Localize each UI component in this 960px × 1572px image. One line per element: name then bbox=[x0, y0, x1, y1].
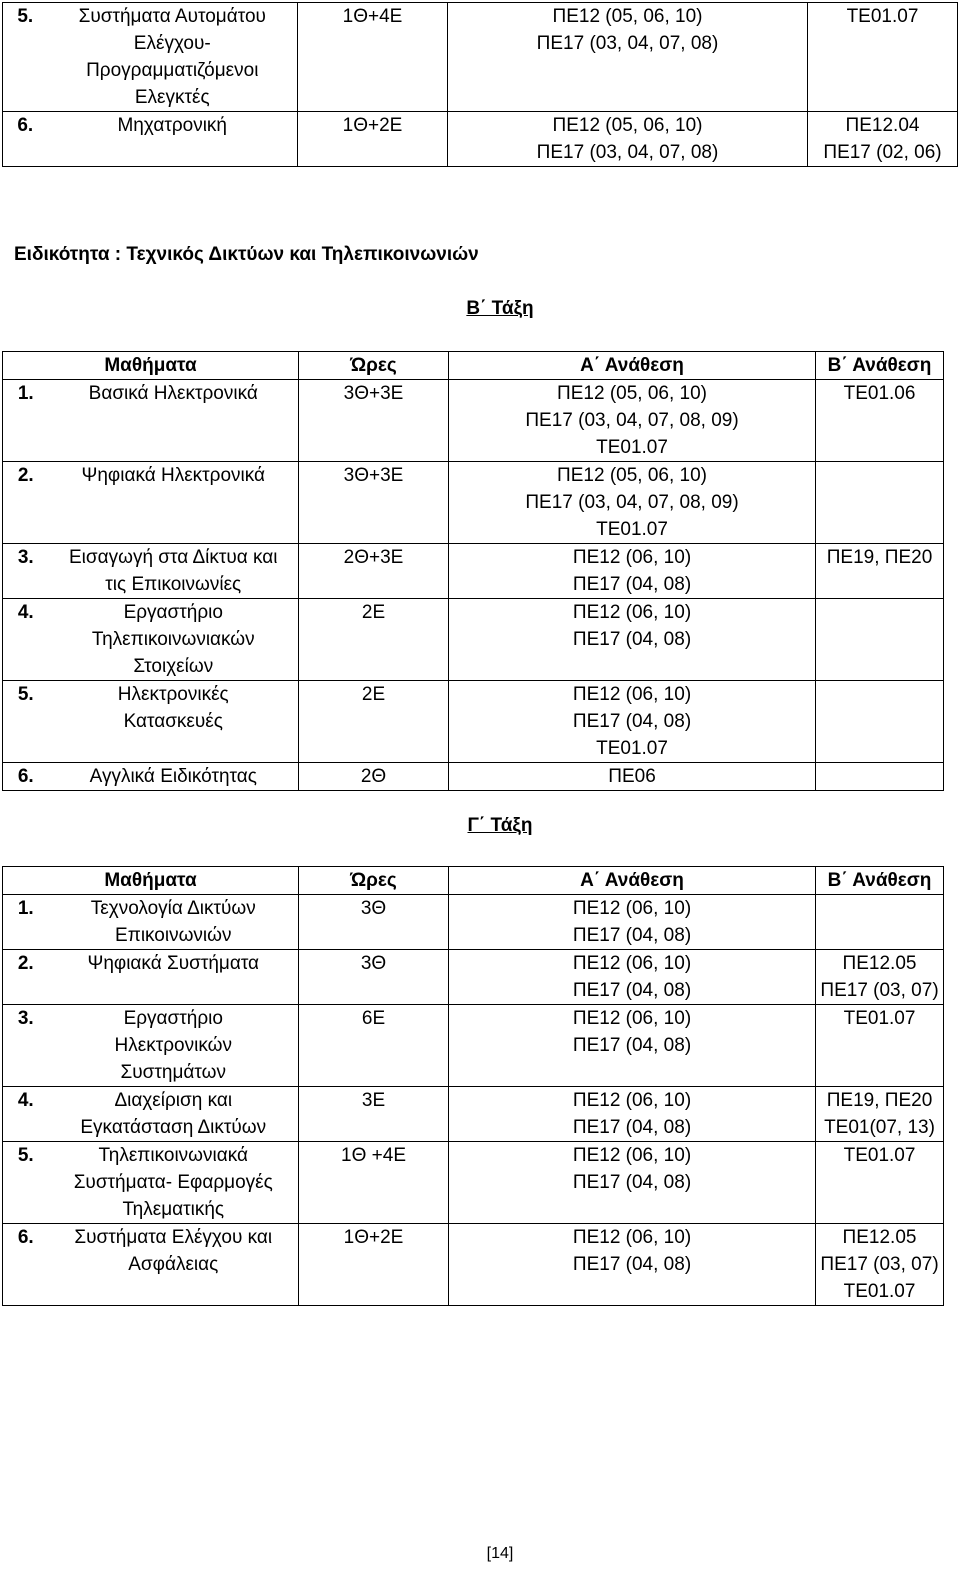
class-c-heading: Γ΄ Τάξη bbox=[467, 815, 533, 836]
hours-cell: 3Θ bbox=[299, 950, 449, 1005]
row-number: 4. bbox=[3, 1087, 49, 1142]
top-table bbox=[2, 2, 958, 167]
subject-cell: Διαχείριση και Εγκατάσταση Δικτύων bbox=[49, 1087, 299, 1142]
subjects-header: Μαθήματα bbox=[3, 867, 299, 895]
hours-cell: 1Θ+2Ε bbox=[299, 1224, 449, 1306]
assignment-a-cell: ΠΕ12 (06, 10) ΠΕ17 (04, 08) bbox=[449, 1142, 816, 1224]
row-number: 1. bbox=[3, 895, 49, 950]
row-number: 5. bbox=[3, 1142, 49, 1224]
hours-cell: 2Ε bbox=[299, 599, 449, 681]
hours-cell: 3Θ+3Ε bbox=[299, 462, 449, 544]
table-row bbox=[3, 1087, 944, 1142]
assignment-a-cell: ΠΕ12 (05, 06, 10) ΠΕ17 (03, 04, 07, 08) bbox=[448, 3, 808, 112]
table-row bbox=[3, 3, 958, 112]
assignment-a-cell: ΠΕ12 (06, 10) ΠΕ17 (04, 08) bbox=[449, 950, 816, 1005]
subject-cell: Μηχατρονική bbox=[48, 112, 298, 167]
assignment-b-cell: ΤΕ01.06 bbox=[816, 380, 944, 462]
table-row bbox=[3, 462, 944, 544]
table-row bbox=[3, 544, 944, 599]
assignment-b-cell: ΠΕ19, ΠΕ20 bbox=[816, 544, 944, 599]
subject-cell: Εργαστήριο Τηλεπικοινωνιακών Στοιχείων bbox=[49, 599, 299, 681]
assignment-a-cell: ΠΕ12 (06, 10) ΠΕ17 (04, 08) bbox=[449, 544, 816, 599]
hours-cell: 1Θ +4Ε bbox=[299, 1142, 449, 1224]
assignment-b-cell: ΤΕ01.07 bbox=[808, 3, 958, 112]
subject-cell: Τεχνολογία Δικτύων Επικοινωνιών bbox=[49, 895, 299, 950]
table-row bbox=[3, 1005, 944, 1087]
assignment-a-cell: ΠΕ12 (05, 06, 10) ΠΕ17 (03, 04, 07, 08) bbox=[448, 112, 808, 167]
assignment-a-header: Α΄ Ανάθεση bbox=[449, 867, 816, 895]
row-number: 4. bbox=[3, 599, 49, 681]
hours-header: Ώρες bbox=[299, 352, 449, 380]
subjects-header: Μαθήματα bbox=[3, 352, 299, 380]
assignment-b-cell bbox=[816, 462, 944, 544]
hours-cell: 2Θ+3Ε bbox=[299, 544, 449, 599]
assignment-a-cell: ΠΕ12 (06, 10) ΠΕ17 (04, 08) bbox=[449, 895, 816, 950]
row-number: 6. bbox=[3, 1224, 49, 1306]
subject-cell: Συστήματα Αυτομάτου Ελέγχου- Προγραμματιζόμενοι Ελεγκτές bbox=[48, 3, 298, 112]
subject-cell: Εργαστήριο Ηλεκτρονικών Συστημάτων bbox=[49, 1005, 299, 1087]
row-number: 6. bbox=[3, 112, 48, 167]
row-number: 2. bbox=[3, 462, 49, 544]
table-row bbox=[3, 112, 958, 167]
subject-cell: Συστήματα Ελέγχου και Ασφάλειας bbox=[49, 1224, 299, 1306]
subject-cell: Βασικά Ηλεκτρονικά bbox=[49, 380, 299, 462]
hours-cell: 1Θ+2Ε bbox=[298, 112, 448, 167]
hours-cell: 2Ε bbox=[299, 681, 449, 763]
header-row bbox=[3, 867, 944, 895]
subject-cell: Τηλεπικοινωνιακά Συστήματα- Εφαρμογές Τηλεματικής bbox=[49, 1142, 299, 1224]
hours-cell: 1Θ+4Ε bbox=[298, 3, 448, 112]
assignment-a-cell: ΠΕ12 (06, 10) ΠΕ17 (04, 08) bbox=[449, 1087, 816, 1142]
row-number: 3. bbox=[3, 544, 49, 599]
assignment-a-cell: ΠΕ12 (06, 10) ΠΕ17 (04, 08) bbox=[449, 599, 816, 681]
row-number: 1. bbox=[3, 380, 49, 462]
assignment-b-cell bbox=[816, 763, 944, 791]
assignment-a-header: Α΄ Ανάθεση bbox=[449, 352, 816, 380]
class-b-table bbox=[2, 351, 944, 791]
row-number: 2. bbox=[3, 950, 49, 1005]
assignment-a-cell: ΠΕ12 (06, 10) ΠΕ17 (04, 08) ΤΕ01.07 bbox=[449, 681, 816, 763]
row-number: 5. bbox=[3, 3, 48, 112]
assignment-b-cell bbox=[816, 681, 944, 763]
assignment-b-cell bbox=[816, 599, 944, 681]
specialty-label: Ειδικότητα : Τεχνικός Δικτύων και Τηλεπικοινωνιών bbox=[14, 244, 479, 265]
row-number: 5. bbox=[3, 681, 49, 763]
table-row bbox=[3, 599, 944, 681]
hours-cell: 3Θ bbox=[299, 895, 449, 950]
table-row bbox=[3, 380, 944, 462]
class-b-heading: Β΄ Τάξη bbox=[466, 298, 534, 319]
assignment-b-header: Β΄ Ανάθεση bbox=[816, 867, 944, 895]
table-row bbox=[3, 950, 944, 1005]
subject-cell: Εισαγωγή στα Δίκτυα και τις Επικοινωνίες bbox=[49, 544, 299, 599]
assignment-a-cell: ΠΕ12 (06, 10) ΠΕ17 (04, 08) bbox=[449, 1224, 816, 1306]
assignment-b-cell: ΠΕ12.04 ΠΕ17 (02, 06) bbox=[808, 112, 958, 167]
row-number: 3. bbox=[3, 1005, 49, 1087]
subject-cell: Ψηφιακά Ηλεκτρονικά bbox=[49, 462, 299, 544]
header-row bbox=[3, 352, 944, 380]
table-row bbox=[3, 681, 944, 763]
hours-header: Ώρες bbox=[299, 867, 449, 895]
assignment-a-cell: ΠΕ06 bbox=[449, 763, 816, 791]
subject-cell: Ηλεκτρονικές Κατασκευές bbox=[49, 681, 299, 763]
assignment-b-cell: ΠΕ12.05 ΠΕ17 (03, 07) ΤΕ01.07 bbox=[816, 1224, 944, 1306]
class-c-table bbox=[2, 866, 944, 1306]
subject-cell: Αγγλικά Ειδικότητας bbox=[49, 763, 299, 791]
assignment-b-cell: ΤΕ01.07 bbox=[816, 1142, 944, 1224]
assignment-a-cell: ΠΕ12 (05, 06, 10) ΠΕ17 (03, 04, 07, 08, 09) ΤΕ01.07 bbox=[449, 380, 816, 462]
assignment-b-cell: ΤΕ01.07 bbox=[816, 1005, 944, 1087]
hours-cell: 2Θ bbox=[299, 763, 449, 791]
table-row bbox=[3, 895, 944, 950]
assignment-b-cell bbox=[816, 895, 944, 950]
assignment-b-cell: ΠΕ19, ΠΕ20 ΤΕ01(07, 13) bbox=[816, 1087, 944, 1142]
hours-cell: 3Ε bbox=[299, 1087, 449, 1142]
assignment-b-header: Β΄ Ανάθεση bbox=[816, 352, 944, 380]
page-number: [14] bbox=[486, 1545, 514, 1562]
table-row bbox=[3, 1142, 944, 1224]
assignment-a-cell: ΠΕ12 (05, 06, 10) ΠΕ17 (03, 04, 07, 08, 09) ΤΕ01.07 bbox=[449, 462, 816, 544]
assignment-b-cell: ΠΕ12.05 ΠΕ17 (03, 07) bbox=[816, 950, 944, 1005]
hours-cell: 3Θ+3Ε bbox=[299, 380, 449, 462]
hours-cell: 6Ε bbox=[299, 1005, 449, 1087]
assignment-a-cell: ΠΕ12 (06, 10) ΠΕ17 (04, 08) bbox=[449, 1005, 816, 1087]
subject-cell: Ψηφιακά Συστήματα bbox=[49, 950, 299, 1005]
table-row bbox=[3, 763, 944, 791]
row-number: 6. bbox=[3, 763, 49, 791]
table-row bbox=[3, 1224, 944, 1306]
